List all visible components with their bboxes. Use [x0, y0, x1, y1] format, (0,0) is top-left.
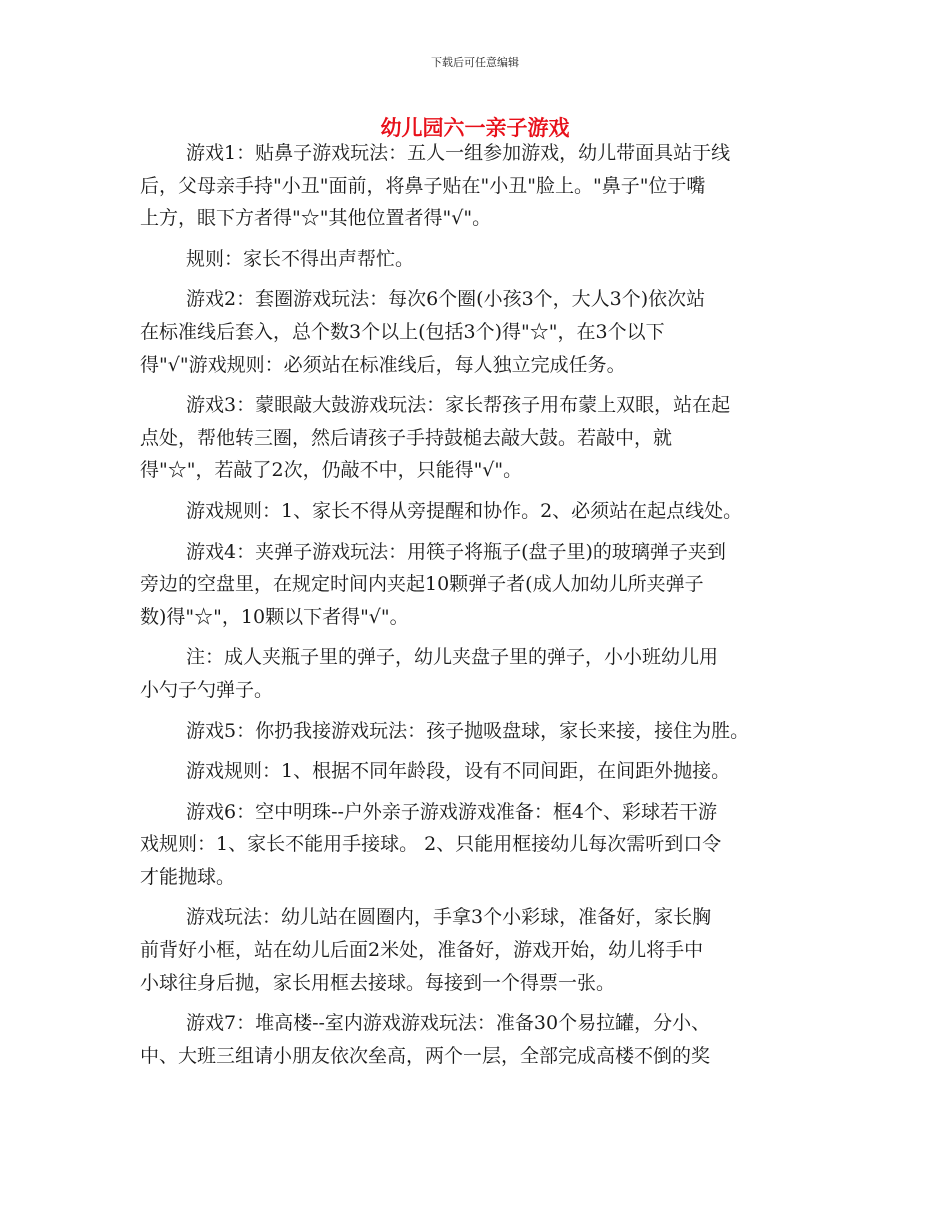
paragraph-game2: [140, 283, 830, 381]
paragraph-game3: [140, 389, 830, 487]
text-line: 游戏规则：1、家长不得从旁提醒和协作。2、必须站在起点线处。: [186, 499, 743, 522]
text-line: 游戏5：你扔我接游戏玩法：孩子抛吸盘球，家长来接，接住为胜。: [186, 719, 750, 742]
text-line: 游戏2：套圈游戏玩法：每次6个圈(小孩3个，大人3个)依次站: [186, 288, 706, 311]
document-body: [140, 137, 830, 1072]
paragraph-game5: [140, 715, 830, 748]
header-note: 下载后可任意编辑: [431, 56, 519, 69]
paragraph-game1: [140, 137, 830, 235]
text-line: 游戏玩法：幼儿站在圆圈内，手拿3个小彩球，准备好，家长胸: [186, 906, 712, 929]
text-line: 点处，帮他转三圈，然后请孩子手持鼓槌去敲大鼓。若敲中，就: [140, 426, 673, 449]
text-line: 小勺子勺弹子。: [140, 678, 274, 701]
text-line: 上方，眼下方者得"☆"其他位置者得"√"。: [140, 207, 492, 230]
text-line: 小球往身后抛，家长用框去接球。每接到一个得票一张。: [140, 971, 616, 994]
text-line: 数)得"☆"，10颗以下者得"√"。: [140, 605, 409, 628]
text-line: 游戏3：蒙眼敲大鼓游戏玩法：家长帮孩子用布蒙上双眼，站在起: [186, 394, 731, 417]
text-line: 游戏规则：1、根据不同年龄段，设有不同间距，在间距外抛接。: [186, 760, 731, 783]
text-line: 在标准线后套入，总个数3个以上(包括3个)得"☆"，在3个以下: [140, 320, 665, 343]
text-line: 游戏6：空中明珠--户外亲子游戏游戏准备：框4个、彩球若干游: [186, 800, 718, 823]
text-line: 戏规则：1、家长不能用手接球。 2、只能用框接幼儿每次需听到口令: [140, 833, 722, 856]
text-line: 得"☆"，若敲了2次，仍敲不中，只能得"√"。: [140, 459, 523, 482]
text-line: 中、大班三组请小朋友依次垒高，两个一层，全部完成高楼不倒的奖: [140, 1044, 711, 1067]
text-line: 旁边的空盘里，在规定时间内夹起10颗弹子者(成人加幼儿所夹弹子: [140, 573, 704, 596]
text-line: 得"√"游戏规则：必须站在标准线后，每人独立完成任务。: [140, 353, 626, 376]
paragraph-play6: [140, 901, 830, 999]
text-line: 游戏1：贴鼻子游戏玩法：五人一组参加游戏，幼儿带面具站于线: [186, 142, 731, 164]
text-line: 后，父母亲手持"小丑"面前，将鼻子贴在"小丑"脸上。"鼻子"位于嘴: [140, 174, 706, 197]
paragraph-game4: [140, 536, 830, 634]
text-line: 才能抛球。: [140, 865, 236, 888]
document-title: 幼儿园六一亲子游戏: [380, 116, 570, 140]
paragraph-note4: [140, 641, 830, 706]
text-line: 游戏7：堆高楼--室内游戏游戏玩法：准备30个易拉罐，分小、: [186, 1012, 711, 1035]
paragraph-rule3: [140, 495, 830, 528]
text-line: 规则：家长不得出声帮忙。: [186, 247, 415, 270]
text-line: 游戏4：夹弹子游戏玩法：用筷子将瓶子(盘子里)的玻璃弹子夹到: [186, 540, 726, 563]
paragraph-rule1: [140, 243, 830, 276]
paragraph-game6: [140, 796, 830, 894]
text-line: 前背好小框，站在幼儿后面2米处，准备好，游戏开始，幼儿将手中: [140, 939, 704, 962]
paragraph-rule5: [140, 755, 830, 788]
text-line: 注：成人夹瓶子里的弹子，幼儿夹盘子里的弹子，小小班幼儿用: [186, 646, 719, 669]
paragraph-game7: [140, 1007, 830, 1072]
